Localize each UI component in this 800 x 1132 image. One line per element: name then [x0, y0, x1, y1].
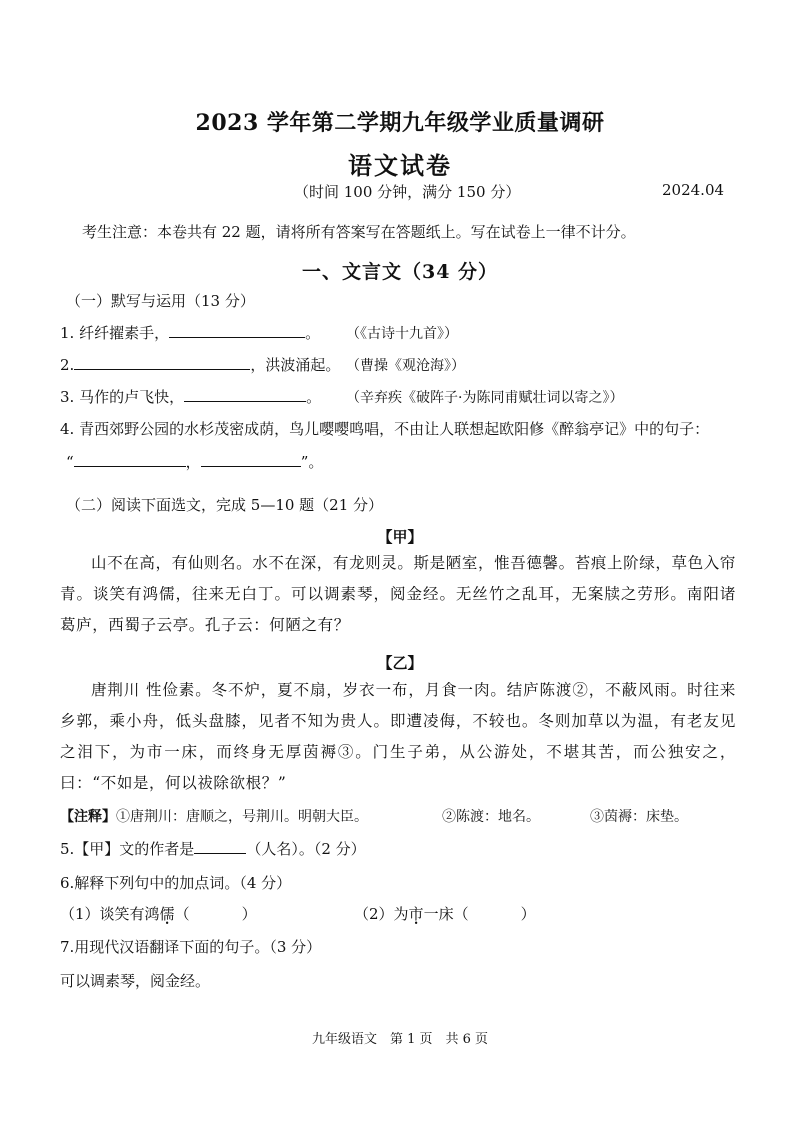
- annotations: [60, 806, 368, 826]
- question-2-number: 2.: [60, 356, 75, 374]
- question-1: [60, 322, 320, 343]
- question-3-source: （辛弃疾《破阵子·为陈同甫赋壮词以寄之》）: [346, 390, 624, 406]
- question-7-sentence: 可以调素琴，阅金经。: [60, 972, 211, 990]
- page-footer: 九年级语文 第 1 页 共 6 页: [311, 1032, 489, 1047]
- annotation-1: ①唐荆川：唐顺之，号荆川。明朝大臣。: [116, 809, 368, 825]
- item-2-text: （2）为: [354, 905, 409, 923]
- question-7-title: 7.用现代汉语翻译下面的句子。（3 分）: [60, 938, 322, 956]
- part1-title: （一）默写与运用（13 分）: [66, 292, 255, 310]
- exam-date: 2024.04: [662, 181, 725, 199]
- paren-close: ）: [520, 905, 536, 923]
- question-1-text: 1. 纤纤擢素手，: [60, 324, 170, 342]
- paren-open: （: [174, 905, 190, 923]
- question-1-source: （《古诗十九首》）: [346, 326, 458, 342]
- question-3-text: 3. 马作的卢飞快，: [60, 388, 185, 406]
- open-quote: “: [66, 453, 74, 471]
- question-4-prompt: 4. 青西郊野公园的水杉茂密成荫，鸟儿嘤嘤鸣唱，不由让人联想起欧阳修《醉翁亭记》中的句子：: [60, 420, 710, 438]
- answer-blank: [184, 387, 306, 402]
- subject-title: 语文试卷: [348, 151, 452, 180]
- question-6-item-1: [60, 903, 257, 924]
- annotations-label: 【注释】: [60, 809, 116, 825]
- close-quote: ”。: [300, 453, 324, 471]
- section-title: 一、文言文（34 分）: [301, 261, 499, 283]
- candidate-notice: 考生注意：本卷共有 22 题，请将所有答案写在答题纸上。写在试卷上一律不计分。: [82, 223, 636, 241]
- answer-blank: [74, 355, 250, 370]
- question-2-text: ，洪波涌起。: [250, 356, 341, 374]
- annotation-3: ③茵褥：床垫。: [590, 809, 688, 825]
- comma: ，: [185, 453, 201, 471]
- question-3-end: 。: [306, 388, 322, 406]
- answer-blank: [194, 839, 246, 854]
- question-2-source: （曹操《观沧海》）: [346, 358, 465, 374]
- annotation-2: ②陈渡：地名。: [442, 809, 540, 825]
- question-5: [60, 838, 366, 859]
- question-6-item-2: [354, 903, 536, 924]
- item-1-text: （1）谈笑有鸿: [60, 905, 160, 923]
- passage-yi-label: 【乙】: [377, 654, 423, 672]
- time-info: （时间 100 分钟，满分 150 分）: [294, 183, 521, 201]
- item-2-text-end: 一床: [423, 905, 454, 923]
- passage-jia-label: 【甲】: [377, 528, 423, 546]
- part2-title: （二）阅读下面选文，完成 5—10 题（21 分）: [66, 496, 384, 514]
- question-6-title: 6.解释下列句中的加点词。（4 分）: [60, 874, 292, 892]
- emphasized-word: 市: [408, 905, 424, 923]
- question-1-end: 。: [305, 324, 321, 342]
- question-2: [60, 354, 340, 375]
- passage-yi: 唐荆川 性俭素。冬不炉，夏不扇，岁衣一布，月食一肉。结庐陈渡②，不蔽风雨。时往来乡郭，乘小舟，低头盘膝，见者不知为贵人。即遭凌侮，不较也。冬则加草以为温，有老友见之泪下，为市一床，而终身无厚茵褥③。门生子弟，从公游处，不堪其苦，而公独安之，曰：“不如是，何以祓除欲根？”: [60, 681, 736, 792]
- emphasized-word: 儒: [159, 905, 175, 923]
- question-5-end: （人名）。（2 分）: [246, 840, 366, 858]
- paren-open: （: [453, 905, 469, 923]
- answer-blank: [201, 452, 301, 467]
- question-4-answer-line: [66, 451, 323, 472]
- answer-blank: [169, 323, 305, 338]
- question-5-text: 5.【甲】文的作者是: [60, 840, 195, 858]
- question-3: [60, 386, 321, 407]
- exam-title: 2023 学年第二学期九年级学业质量调研: [195, 110, 605, 136]
- paren-close: ）: [241, 905, 257, 923]
- answer-blank: [74, 452, 186, 467]
- passage-jia: 山不在高，有仙则名。水不在深，有龙则灵。斯是陋室，惟吾德馨。苔痕上阶绿，草色入帘青。谈笑有鸿儒，往来无白丁。可以调素琴，阅金经。无丝竹之乱耳，无案牍之劳形。南阳诸葛庐，西蜀子云亭。孔子云：何陋之有？: [60, 554, 736, 634]
